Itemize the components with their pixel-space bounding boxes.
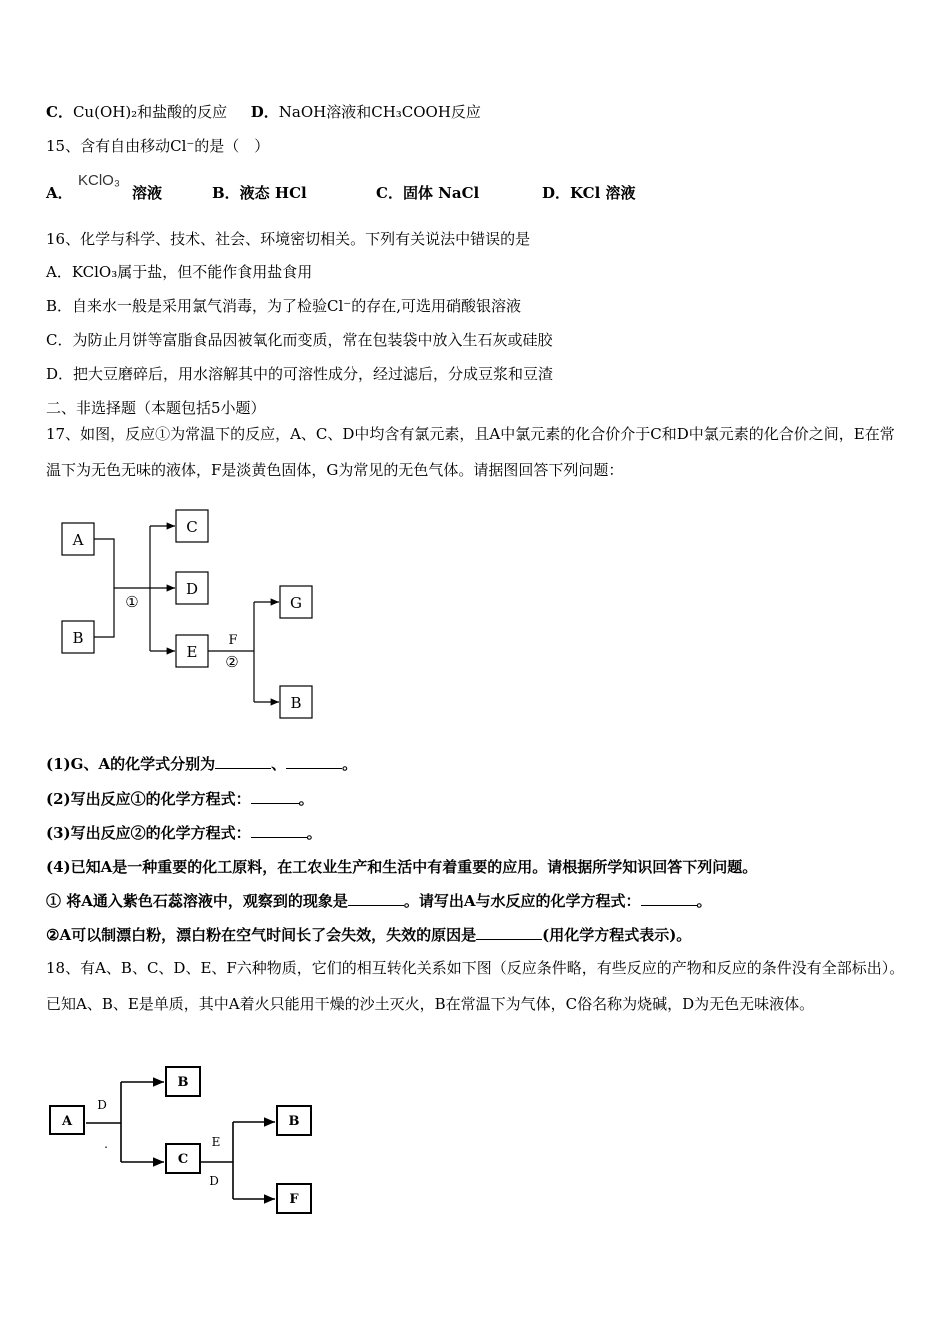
answer-blank[interactable] — [348, 891, 404, 906]
q15-option-c: C．固体 NaCl — [376, 184, 480, 202]
answer-blank[interactable] — [641, 891, 697, 906]
q17-label-b: B — [72, 629, 84, 647]
q17-part2-text: (2)写出反应①的化学方程式： — [46, 790, 251, 808]
q14-d-label: D． — [250, 103, 279, 121]
q14-d-text: NaOH溶液和CH₃COOH反应 — [278, 103, 481, 121]
q17-part3 — [46, 823, 322, 843]
q17-label-r1: ① — [125, 593, 139, 611]
q17-part1-text: (1)G、A的化学式分别为 — [46, 755, 216, 773]
q16-option-d: D．把大豆磨碎后，用水溶解其中的可溶性成分，经过滤后，分成豆浆和豆渣 — [46, 365, 554, 383]
q17-label-b2: B — [290, 694, 302, 712]
q17-stem: 17、如图，反应①为常温下的反应，A、C、D中均含有氯元素，且A中氯元素的化合价介于C和D中氯元素的化合价之间，E在常温下为无色无味的液体，F是淡黄色固体，G为常见的无色气体。请据图回答下列问题： — [46, 425, 895, 479]
answer-blank[interactable] — [251, 789, 299, 804]
q16-stem: 16、化学与科学、技术、社会、环境密切相关。下列有关说法中错误的是 — [46, 230, 531, 248]
q18-label-f: F — [289, 1192, 299, 1207]
q18-label-dot: . — [104, 1137, 108, 1151]
q17-part4-1-text: ① 将A通入紫色石蕊溶液中，观察到的现象是 — [46, 892, 348, 910]
answer-blank[interactable] — [215, 754, 271, 769]
q17-part1-sep: 、 — [271, 755, 287, 773]
q17-part4-2-end: (用化学方程式表示)。 — [542, 926, 692, 944]
section-title: 二、非选择题（本题包括5小题） — [46, 399, 266, 417]
answer-blank[interactable] — [286, 754, 342, 769]
q15-a-text: 溶液 — [132, 184, 163, 202]
q17-part3-end: 。 — [306, 824, 322, 842]
q15-option-d: D．KCl 溶液 — [542, 184, 636, 202]
q17-label-f: F — [228, 633, 238, 648]
q18-label-e: E — [211, 1135, 221, 1149]
q18-label-b2: B — [288, 1114, 300, 1129]
q17-label-g: G — [290, 594, 302, 612]
q17-label-r2: ② — [225, 653, 239, 671]
q17-part2-end: 。 — [298, 790, 314, 808]
q17-part2 — [46, 789, 314, 809]
q17-label-c: C — [186, 518, 198, 536]
q17-part4-1-end: 。 — [696, 892, 712, 910]
q18-label-a: A — [61, 1114, 73, 1129]
q17-part1-end: 。 — [342, 755, 358, 773]
q15-stem: 15、含有自由移动Cl⁻的是（ ） — [46, 137, 270, 155]
q14-c-text: Cu(OH)₂和盐酸的反应 — [72, 103, 228, 121]
q17-label-d: D — [185, 580, 199, 598]
q17-part1 — [46, 754, 357, 774]
q14-c-label: C． — [46, 103, 73, 121]
q18-label-d1: D — [97, 1098, 107, 1112]
q18-diagram — [46, 1064, 336, 1214]
q17-connector-a — [94, 539, 114, 637]
q17-label-a: A — [72, 531, 84, 549]
q15-a-formula: KClO₃ — [78, 172, 120, 189]
q17-part4: (4)已知A是一种重要的化工原料，在工农业生产和生活中有着重要的应用。请根据所学知识回答下列问题。 — [46, 858, 758, 876]
answer-blank[interactable] — [476, 925, 542, 940]
q17-label-e: E — [186, 643, 198, 661]
q17-part4-1-text2: 。请写出A与水反应的化学方程式： — [403, 892, 641, 910]
q17-part3-text: (3)写出反应②的化学方程式： — [46, 824, 251, 842]
q18-label-d2: D — [209, 1174, 219, 1188]
answer-blank[interactable] — [251, 823, 307, 838]
q15-option-b: B．液态 HCl — [212, 184, 307, 202]
q17-part4-1 — [46, 891, 712, 911]
q17-part4-2 — [46, 925, 691, 945]
q18-stem: 18、有A、B、C、D、E、F六种物质，它们的相互转化关系如下图（反应条件略，有些反应的产物和反应的条件没有全部标出）。已知A、B、E是单质，其中A着火只能用干燥的沙土灭火，B在常温下为气体，C俗名称为烧碱，D为无色无味液体。 — [46, 959, 905, 1013]
q16-option-a: A．KClO₃属于盐，但不能作食用盐食用 — [46, 263, 313, 281]
q14-options-cd — [46, 102, 481, 122]
q18-label-c: C — [177, 1152, 189, 1167]
q16-option-b: B．自来水一般是采用氯气消毒，为了检验Cl⁻的存在,可选用硝酸银溶液 — [46, 297, 521, 315]
q15-a-label: A． — [46, 184, 73, 202]
q16-option-c: C．为防止月饼等富脂食品因被氧化而变质，常在包装袋中放入生石灰或硅胶 — [46, 331, 553, 349]
q18-label-b: B — [177, 1075, 189, 1090]
q17-diagram — [46, 500, 346, 730]
q17-part4-2-text: ②A可以制漂白粉，漂白粉在空气时间长了会失效，失效的原因是 — [46, 926, 477, 944]
